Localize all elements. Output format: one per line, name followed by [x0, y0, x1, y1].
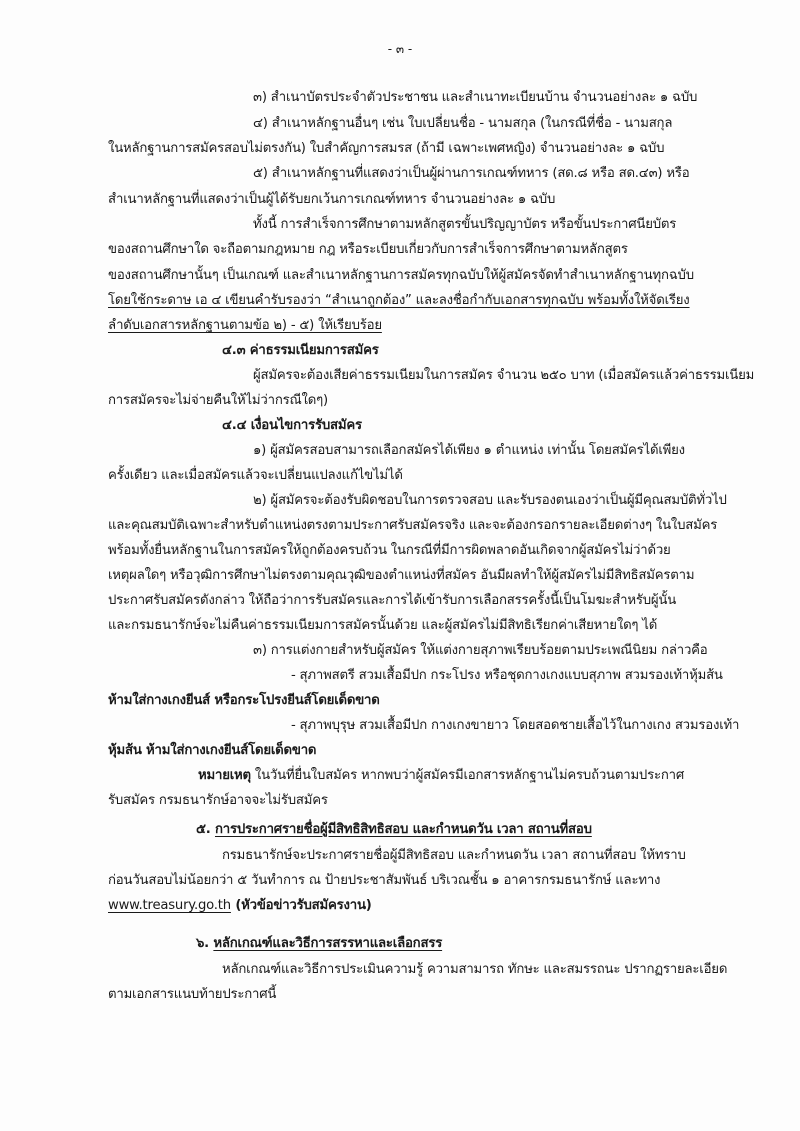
criteria-paragraph: หลักเกณฑ์และวิธีการประเมินความรู้ ความสามารถ ทักษะ และสมรรถนะ ปรากฏรายละเอียด — [222, 962, 728, 977]
announcement-paragraph-line3 — [108, 896, 372, 916]
underlined-instruction: โดยใช้กระดาษ เอ ๔ เขียนคำรับรองว่า “สำเนาถูกต้อง” และลงชื่อกำกับเอกสารทุกฉบับ พร้อมทั้งให้จัดเรียง — [108, 293, 690, 308]
treasury-website-link[interactable]: www.treasury.go.th — [108, 898, 231, 913]
paragraph-graduation-line2: ของสถานศึกษาใด จะถือตามกฎหมาย กฎ หรือระเบียบเกี่ยวกับการสำเร็จการศึกษาตามหลักสูตร — [108, 242, 628, 257]
section-6-title: หลักเกณฑ์และวิธีการสรรหาและเลือกสรร — [213, 936, 443, 951]
section-5-heading — [196, 820, 592, 840]
news-topic-note: (หัวข้อข่าวรับสมัครงาน) — [230, 898, 372, 913]
dress-men: - สุภาพบุรุษ สวมเสื้อมีปก กางเกงขายาว โดยสอดชายเสื้อไว้ในกางเกง สวมรองเท้า — [291, 718, 740, 733]
section-6-number: ๖. — [196, 936, 214, 951]
condition-1-line2: ครั้งเดียว และเมื่อสมัครแล้วจะเปลี่ยนแปลงแก้ไขไม่ได้ — [108, 468, 403, 483]
doc-item-4-continued: ในหลักฐานการสมัครสอบไม่ตรงกัน) ใบสำคัญการสมรส (ถ้ามี เฉพาะเพศหญิง) จำนวนอย่างละ ๑ ฉบับ — [108, 141, 665, 156]
paragraph-graduation-line3: ของสถานศึกษานั้นๆ เป็นเกณฑ์ และสำเนาหลักฐานการสมัครทุกฉบับให้ผู้สมัครจัดทำสำเนาหลักฐานทุกฉบับ — [108, 268, 694, 283]
remark-line2: รับสมัคร กรมธนารักษ์อาจจะไม่รับสมัคร — [108, 793, 328, 808]
announcement-paragraph: กรมธนารักษ์จะประกาศรายชื่อผู้มีสิทธิสอบ และกำหนดวัน เวลา สถานที่สอบ ให้ทราบ — [222, 848, 686, 863]
condition-1: ๑) ผู้สมัครสอบสามารถเลือกสมัครได้เพียง ๑ ตำแหน่ง เท่านั้น โดยสมัครได้เพียง — [253, 443, 685, 458]
section-6-heading — [196, 934, 442, 954]
fee-paragraph: ผู้สมัครจะต้องเสียค่าธรรมเนียมในการสมัคร จำนวน ๒๕๐ บาท (เมื่อสมัครแล้วค่าธรรมเนียม — [253, 368, 755, 383]
condition-3-dress: ๓) การแต่งกายสำหรับผู้สมัคร ให้แต่งกายสุภาพเรียบร้อยตามประเพณีนิยม กล่าวคือ — [253, 643, 708, 658]
page-number: - ๓ - — [387, 42, 413, 56]
paragraph-graduation: ทั้งนี้ การสำเร็จการศึกษาตามหลักสูตรขั้นปริญญาบัตร หรือขั้นประกาศนียบัตร — [253, 217, 677, 232]
doc-item-3-id-card: ๓) สำเนาบัตรประจำตัวประชาชน และสำเนาทะเบียนบ้าน จำนวนอย่างละ ๑ ฉบับ — [253, 90, 698, 105]
doc-item-5-military: ๕) สำเนาหลักฐานที่แสดงว่าเป็นผู้ผ่านการเกณฑ์ทหาร (สด.๘ หรือ สด.๔๓) หรือ — [253, 166, 690, 181]
remark-label: หมายเหตุ — [198, 768, 251, 783]
remark-line — [198, 766, 684, 786]
condition-2-line6: และกรมธนารักษ์จะไม่คืนค่าธรรมเนียมการสมัครนั้นด้วย และผู้สมัครไม่มีสิทธิเรียกค่าเสียหายใดๆ ได้ — [108, 618, 658, 633]
section-5-number: ๕. — [196, 822, 215, 837]
section-4-3-heading: ๔.๓ ค่าธรรมเนียมการสมัคร — [222, 343, 379, 358]
dress-men-prohibition: หุ้มส้น ห้ามใส่กางเกงยีนส์โดยเด็ดขาด — [108, 743, 317, 758]
dress-women: - สุภาพสตรี สวมเสื้อมีปก กระโปรง หรือชุดกางเกงแบบสุภาพ สวมรองเท้าหุ้มส้น — [291, 668, 723, 683]
dress-women-prohibition: ห้ามใส่กางเกงยีนส์ หรือกระโปรงยีนส์โดยเด็ดขาด — [108, 693, 380, 708]
remark-text: ในวันที่ยื่นใบสมัคร หากพบว่าผู้สมัครมีเอกสารหลักฐานไม่ครบถ้วนตามประกาศ — [250, 768, 685, 783]
condition-2-line2: และคุณสมบัติเฉพาะสำหรับตำแหน่งตรงตามประกาศรับสมัครจริง และจะต้องกรอกรายละเอียดต่างๆ ในใบสมัคร — [108, 518, 718, 533]
fee-paragraph-line2: การสมัครจะไม่จ่ายคืนให้ไม่ว่ากรณีใดๆ) — [108, 393, 328, 408]
underlined-instruction-line2: ลำดับเอกสารหลักฐานตามข้อ ๒) - ๕) ให้เรียบร้อย — [108, 318, 382, 333]
section-5-title: การประกาศรายชื่อผู้มีสิทธิสิทธิสอบ และกำหนดวัน เวลา สถานที่สอบ — [214, 822, 592, 837]
doc-item-5-continued: สำเนาหลักฐานที่แสดงว่าเป็นผู้ได้รับยกเว้นการเกณฑ์ทหาร จำนวนอย่างละ ๑ ฉบับ — [108, 192, 556, 207]
section-4-4-heading: ๔.๔ เงื่อนไขการรับสมัคร — [222, 418, 362, 433]
announcement-paragraph-line2: ก่อนวันสอบไม่น้อยกว่า ๕ วันทำการ ณ ป้ายประชาสัมพันธ์ บริเวณชั้น ๑ อาคารกรมธนารักษ์ และทาง — [108, 873, 661, 888]
doc-item-4-other-evidence: ๔) สำเนาหลักฐานอื่นๆ เช่น ใบเปลี่ยนชื่อ - นามสกุล (ในกรณีที่ชื่อ - นามสกุล — [253, 116, 673, 131]
condition-2-line3: พร้อมทั้งยื่นหลักฐานในการสมัครให้ถูกต้องครบถ้วน ในกรณีที่มีการผิดพลาดอันเกิดจากผู้สมัครไม่ว่าด้วย — [108, 543, 671, 558]
condition-2: ๒) ผู้สมัครจะต้องรับผิดชอบในการตรวจสอบ และรับรองตนเองว่าเป็นผู้มีคุณสมบัติทั่วไป — [253, 493, 727, 508]
condition-2-line4: เหตุผลใดๆ หรือวุฒิการศึกษาไม่ตรงตามคุณวุฒิของตำแหน่งที่สมัคร อันมีผลทำให้ผู้สมัครไม่มีสิทธิสมัครตาม — [108, 568, 695, 583]
criteria-paragraph-line2: ตามเอกสารแนบท้ายประกาศนี้ — [108, 987, 277, 1002]
condition-2-line5: ประกาศรับสมัครดังกล่าว ให้ถือว่าการรับสมัครและการได้เข้ารับการเลือกสรรครั้งนี้เป็นโมฆะสำหรับผู้นั้น — [108, 593, 677, 608]
